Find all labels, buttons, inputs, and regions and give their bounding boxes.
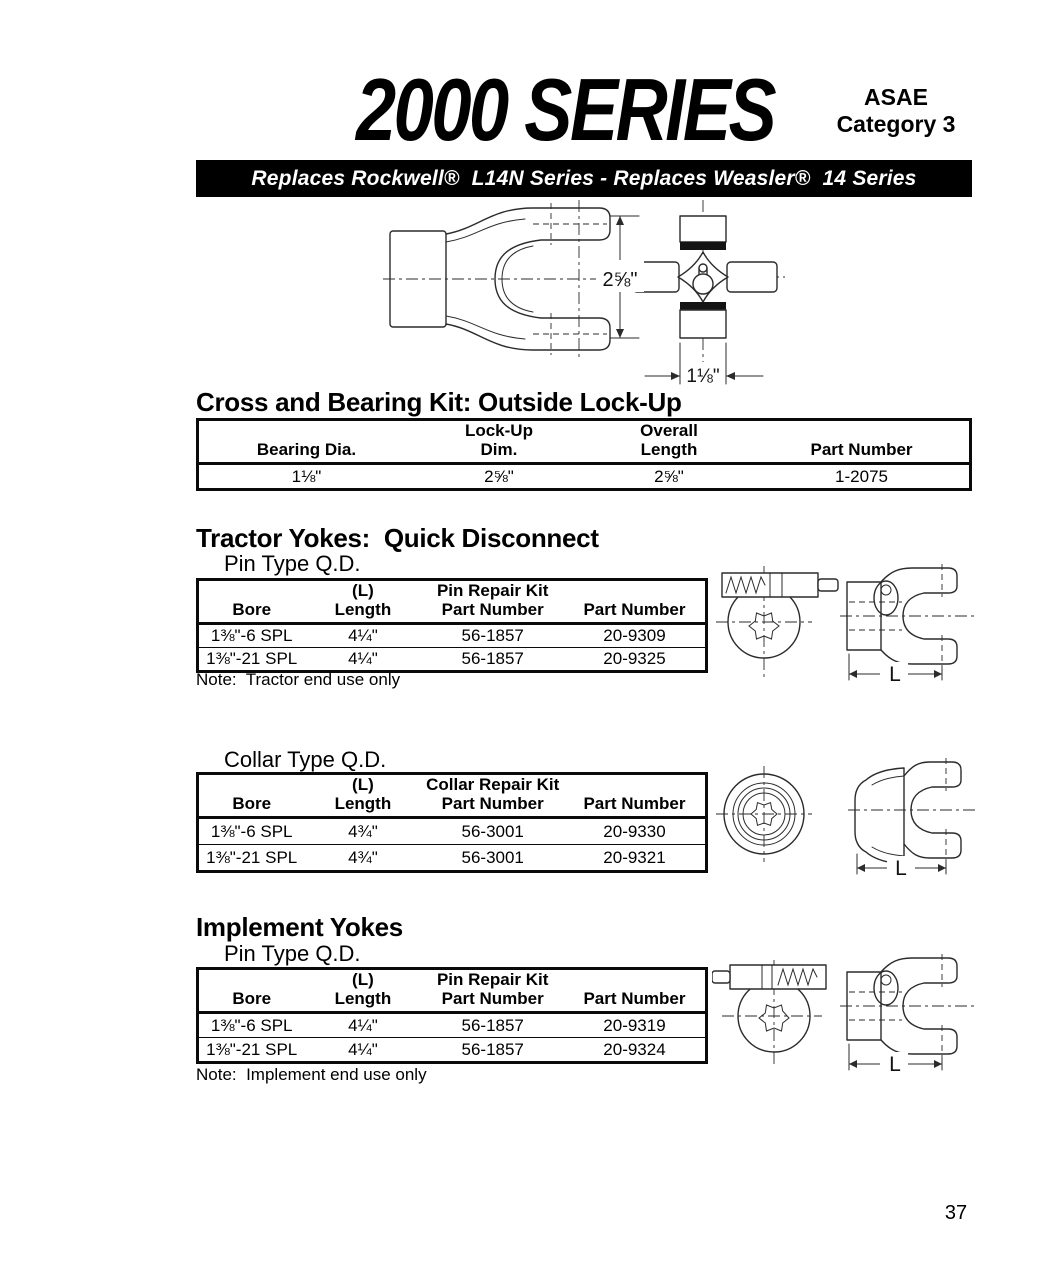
cell-length: 4¼" xyxy=(348,1015,378,1035)
header-length: (L) Length xyxy=(334,581,392,619)
cell-bore: 1⅜"-21 SPL xyxy=(206,847,298,867)
cell-part-number: 20-9325 xyxy=(603,649,666,668)
section-heading-tractor-yokes: Tractor Yokes: Quick Disconnect xyxy=(196,523,599,553)
cell-length: 4¼" xyxy=(348,649,378,668)
header-bore: Bore xyxy=(232,794,272,813)
table-header-row xyxy=(198,420,971,464)
cell-lockup-dim: 2⅝" xyxy=(484,466,514,486)
cell-repair-kit: 56-3001 xyxy=(461,821,524,841)
cell-length: 4¼" xyxy=(348,626,378,645)
table-header-row xyxy=(198,774,707,818)
table-row xyxy=(198,1013,707,1038)
cross-bearing-kit-diagram xyxy=(383,198,788,393)
header-overall-length: Overall Length xyxy=(640,421,698,459)
collar-yoke-diagram xyxy=(712,750,980,878)
cell-length: 4¾" xyxy=(348,847,378,867)
table-row xyxy=(198,464,971,490)
section-heading-implement-yokes: Implement Yokes xyxy=(196,912,403,942)
implement-pin-yoke-diagram xyxy=(712,946,980,1074)
dim-L-label: L xyxy=(889,1053,901,1074)
cell-part-number: 1-2075 xyxy=(835,466,888,486)
subheading-pin-type-qd: Pin Type Q.D. xyxy=(224,941,361,966)
dim-bearing-dia-label: 1⅛" xyxy=(686,366,720,387)
dim-overall-length-label: 2⅝" xyxy=(602,269,638,291)
cell-bore: 1⅜"-6 SPL xyxy=(210,1015,293,1035)
page-title: 2000 SERIES xyxy=(356,60,775,159)
subheading-pin-type-qd: Pin Type Q.D. xyxy=(224,551,361,576)
cell-bore: 1⅜"-21 SPL xyxy=(206,649,298,668)
cell-part-number: 20-9324 xyxy=(603,1039,666,1059)
header-lockup-dim: Lock-Up Dim. xyxy=(464,421,533,459)
table-header-row xyxy=(198,969,707,1013)
collar-yokes-table xyxy=(196,772,708,873)
cell-part-number: 20-9321 xyxy=(603,847,666,867)
cell-part-number: 20-9309 xyxy=(603,626,666,645)
tractor-pin-yoke-diagram xyxy=(712,556,980,684)
header-length: (L) Length xyxy=(334,775,392,813)
cell-bore: 1⅜"-21 SPL xyxy=(206,1039,298,1059)
header-repair-kit: Pin Repair Kit Part Number xyxy=(436,581,549,619)
category-label: Category 3 xyxy=(836,111,956,137)
header-part-number: Part Number xyxy=(810,440,913,459)
cell-bearing-dia: 1⅛" xyxy=(291,466,322,486)
header-bore: Bore xyxy=(232,600,272,619)
cell-repair-kit: 56-3001 xyxy=(461,847,524,867)
cell-length: 4¾" xyxy=(348,821,378,841)
dim-L-label: L xyxy=(895,857,907,878)
subheading-collar-type-qd: Collar Type Q.D. xyxy=(224,747,387,772)
asae-label: ASAE xyxy=(864,84,928,110)
table-row xyxy=(198,1038,707,1063)
replacement-banner: Replaces Rockwell® L14N Series - Replaces Weasler® 14 Series xyxy=(196,160,972,197)
page-number: 37 xyxy=(944,1202,968,1224)
table-row xyxy=(198,624,707,648)
note-tractor-end: Note: Tractor end use only xyxy=(196,670,401,689)
cell-repair-kit: 56-1857 xyxy=(461,626,524,645)
header-part-number: Part Number xyxy=(583,794,686,813)
cross-bearing-kit-table xyxy=(196,418,972,491)
cell-repair-kit: 56-1857 xyxy=(461,649,524,668)
cell-repair-kit: 56-1857 xyxy=(461,1039,524,1059)
note-implement-end: Note: Implement end use only xyxy=(196,1065,427,1084)
header-part-number: Part Number xyxy=(583,989,686,1008)
cell-part-number: 20-9319 xyxy=(603,1015,666,1035)
table-header-row xyxy=(198,580,707,624)
tractor-yokes-table xyxy=(196,578,708,673)
header-bore: Bore xyxy=(232,989,272,1008)
table-row xyxy=(198,845,707,872)
table-row xyxy=(198,818,707,845)
cell-length: 4¼" xyxy=(348,1039,378,1059)
header-part-number: Part Number xyxy=(583,600,686,619)
implement-yokes-table xyxy=(196,967,708,1064)
dim-L-label: L xyxy=(889,663,901,684)
section-heading-cross-bearing: Cross and Bearing Kit: Outside Lock-Up xyxy=(196,387,682,417)
header-bearing-dia: Bearing Dia. xyxy=(256,440,357,459)
header-repair-kit: Pin Repair Kit Part Number xyxy=(436,970,549,1008)
header-repair-kit: Collar Repair Kit Part Number xyxy=(426,775,560,813)
cell-bore: 1⅜"-6 SPL xyxy=(210,821,293,841)
cell-overall-length: 2⅝" xyxy=(654,466,684,486)
table-row xyxy=(198,648,707,672)
cell-repair-kit: 56-1857 xyxy=(461,1015,524,1035)
header-length: (L) Length xyxy=(334,970,392,1008)
category-block xyxy=(826,84,966,138)
cell-bore: 1⅜"-6 SPL xyxy=(210,626,293,645)
cell-part-number: 20-9330 xyxy=(603,821,666,841)
